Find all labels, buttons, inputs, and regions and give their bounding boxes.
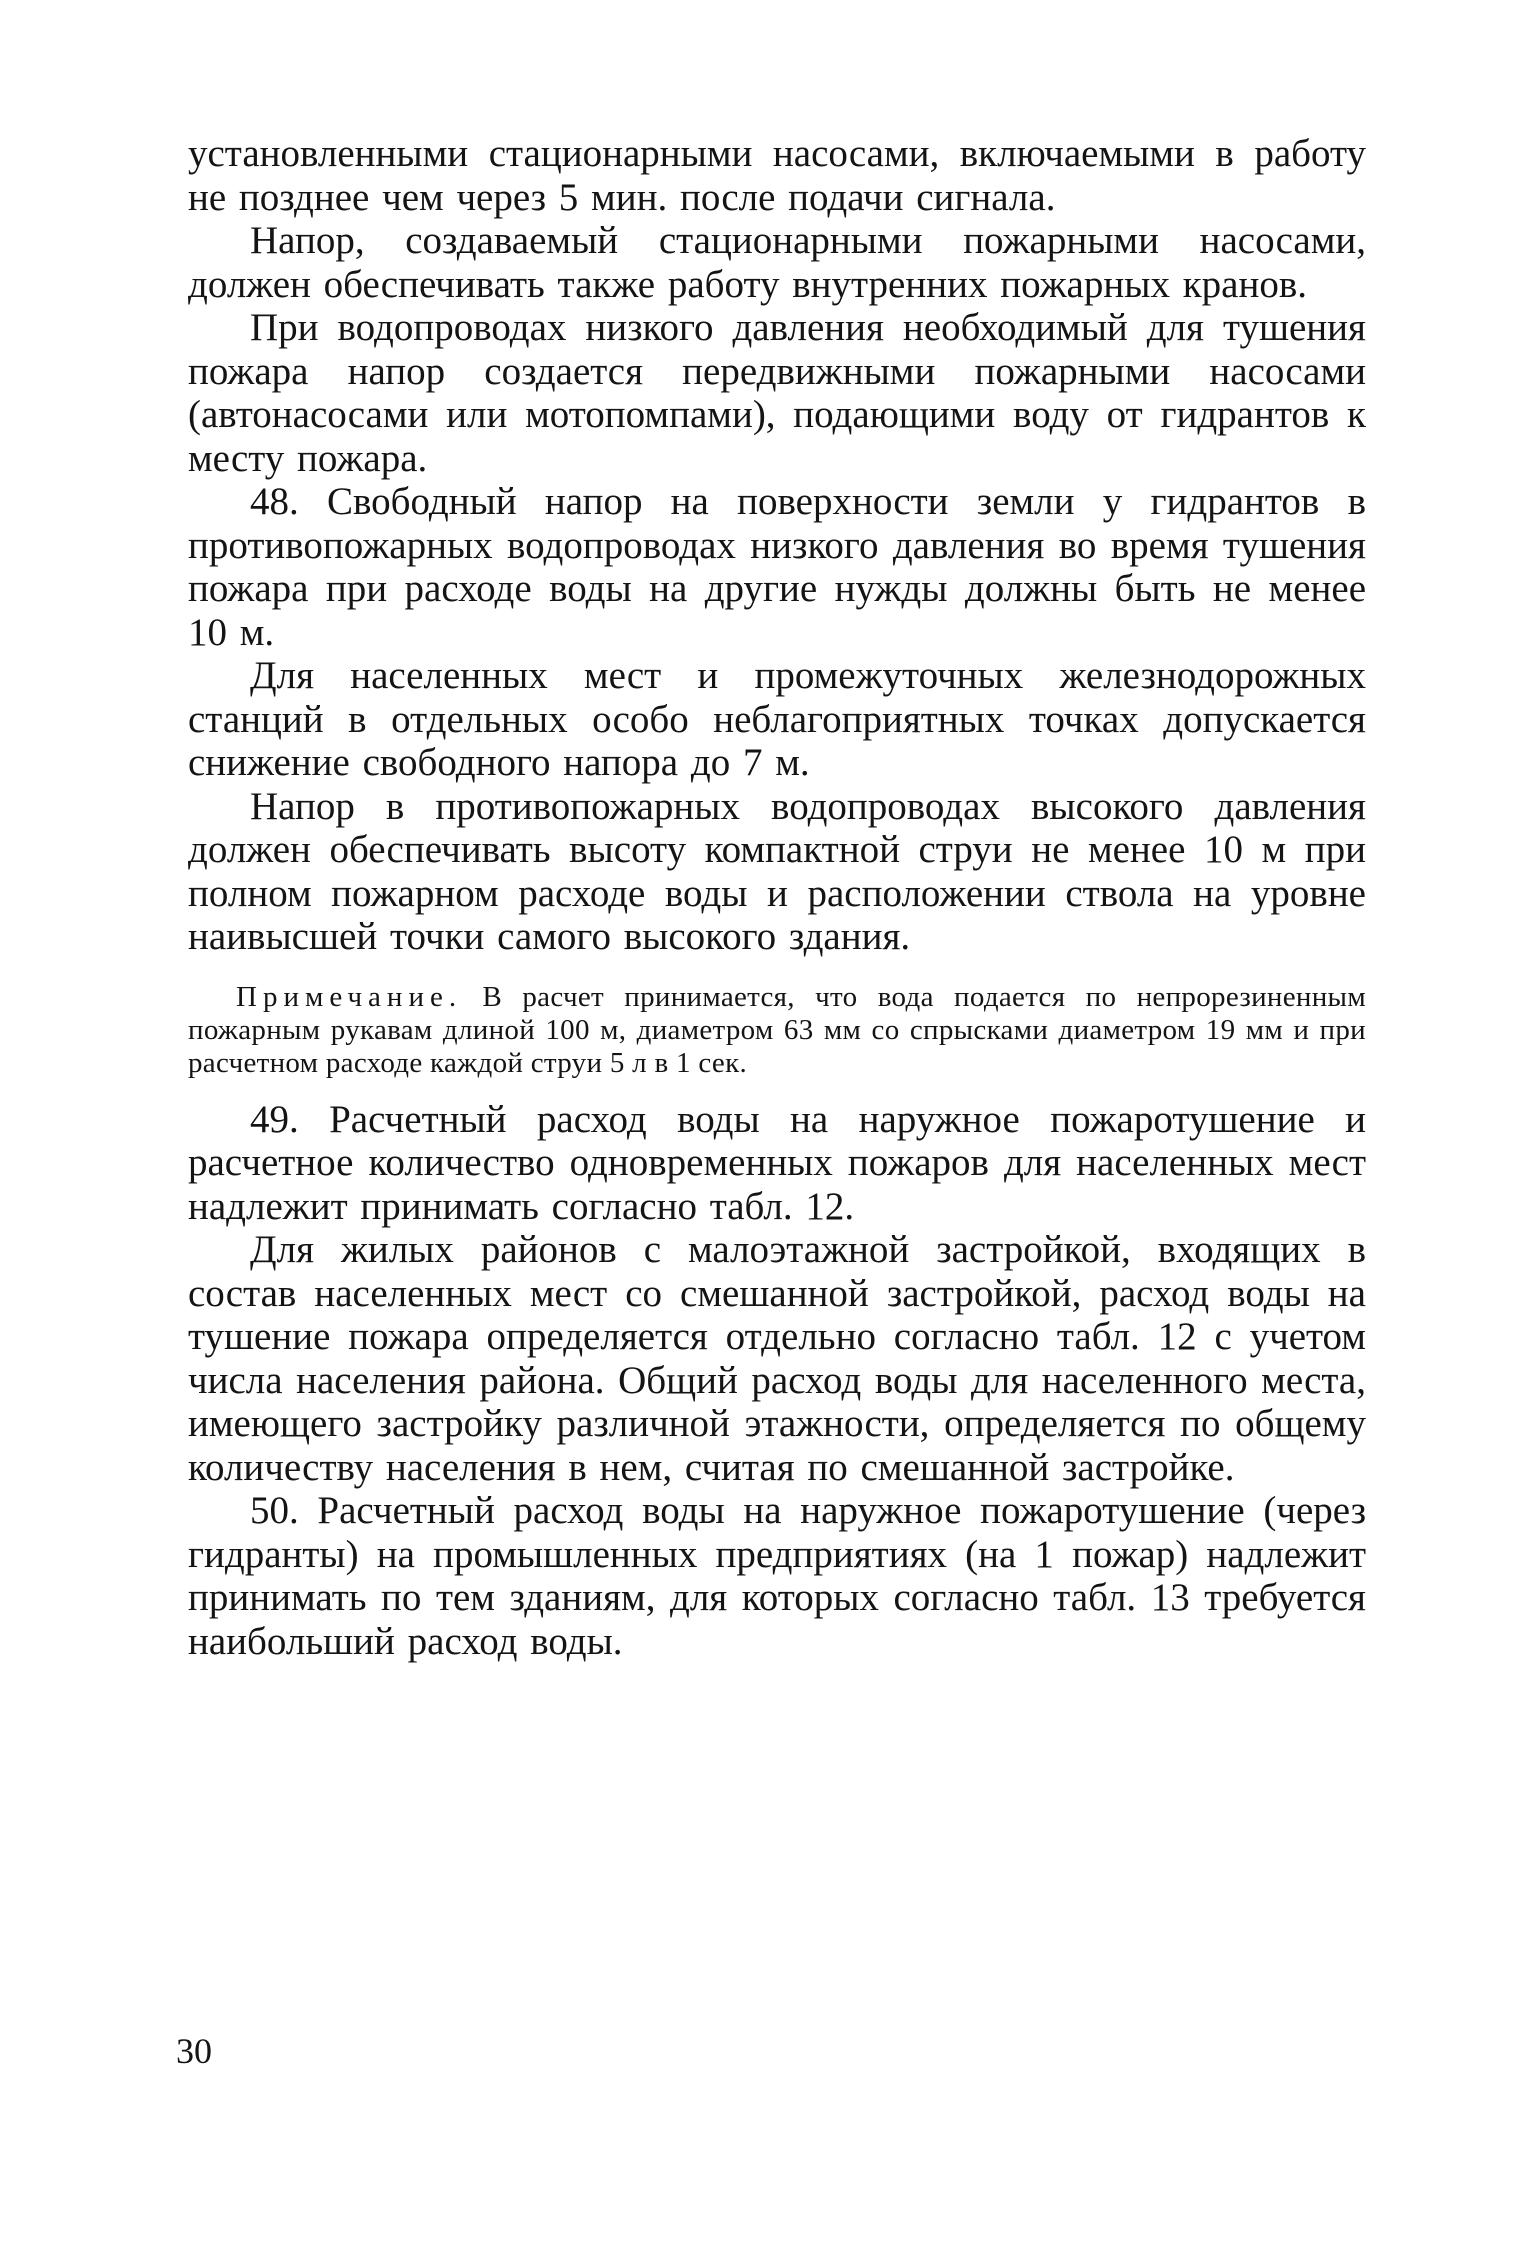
paragraph-pressure-fire-pumps: Напор, создаваемый стационарными пожарными насосами, должен обеспечивать также работу внутренних пожарных кранов. xyxy=(188,219,1366,306)
note-label: Примечание. xyxy=(236,980,463,1013)
paragraph-low-pressure-systems: При водопроводах низкого давления необходимый для тушения пожара напор создается передвижными пожарными насосами (автонасосами или мотопомпами), подающими воду от гидрантов к месту пожара. xyxy=(188,306,1366,480)
paragraph-high-pressure-systems: Напор в противопожарных водопроводах высокого давления должен обеспечивать высоту компактной струи не менее 10 м при полном пожарном расходе воды и расположении ствола на уровне наивысшей точки самого высокого здания. xyxy=(188,784,1366,958)
page-number: 30 xyxy=(176,2031,212,2071)
note-text: В расчет принимается, что вода подается по непрорезиненным пожарным рукавам длиной 100 м, диаметром 63 мм со спрысками диаметром 19 мм и при расчетном расходе каждой струи 5 л в 1 сек. xyxy=(188,980,1366,1079)
page-body xyxy=(188,132,1366,1663)
paragraph-residential-districts: Для жилых районов с малоэтажной застройкой, входящих в состав населенных мест со смешанной застройкой, расход воды на тушение пожара определяется отдельно согласно табл. 12 с учетом числа населения района. Общий расход воды для населенного места, имеющего застройку различной этажности, определяется по общему количеству населения в нем, считая по смешанной застройке. xyxy=(188,1228,1366,1489)
paragraph-railway-stations: Для населенных мест и промежуточных железнодорожных станций в отдельных особо неблагоприятных точках допускается снижение свободного напора до 7 м. xyxy=(188,654,1366,784)
paragraph-pumps-continued: установленными стационарными насосами, включаемыми в работу не позднее чем через 5 мин. после подачи сигнала. xyxy=(188,132,1366,219)
paragraph-clause-50: 50. Расчетный расход воды на наружное пожаротушение (через гидранты) на промышленных предприятиях (на 1 пожар) надлежит принимать по тем зданиям, для которых согласно табл. 13 требуется наибольший расход воды. xyxy=(188,1489,1366,1663)
paragraph-clause-48: 48. Свободный напор на поверхности земли у гидрантов в противопожарных водопроводах низкого давления во время тушения пожара при расходе воды на другие нужды должны быть не менее 10 м. xyxy=(188,480,1366,654)
paragraph-clause-49: 49. Расчетный расход воды на наружное пожаротушение и расчетное количество одновременных пожаров для населенных мест надлежит принимать согласно табл. 12. xyxy=(188,1097,1366,1228)
note-block xyxy=(188,981,1366,1080)
